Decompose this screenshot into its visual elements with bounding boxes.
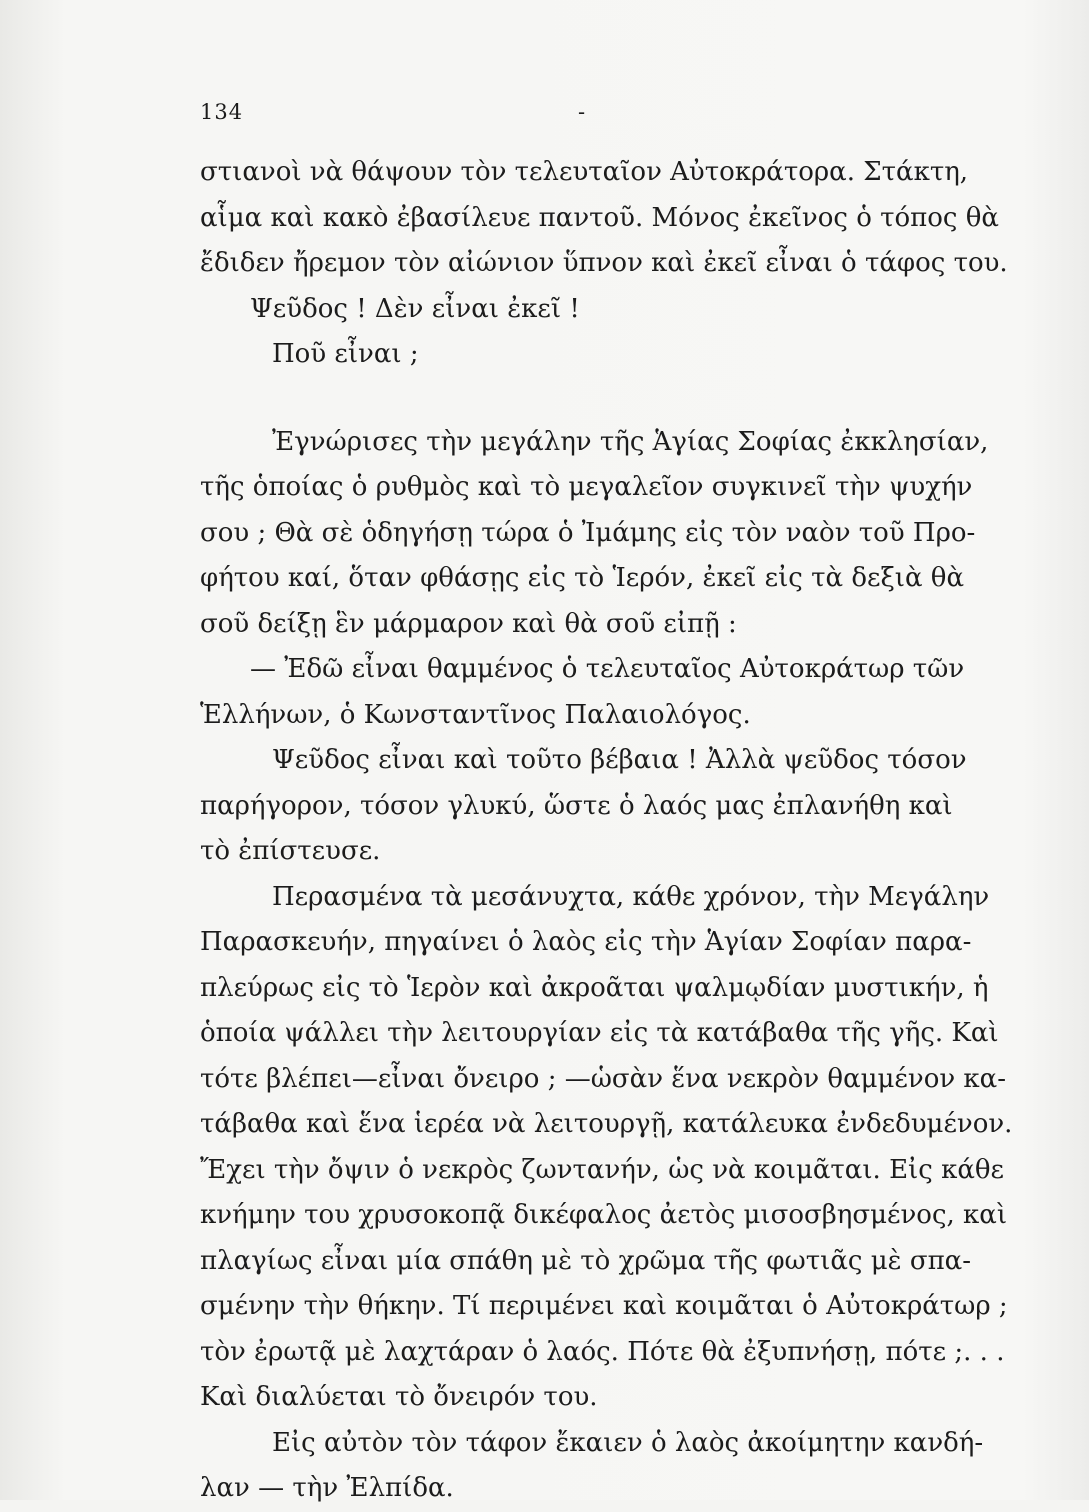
text-line: Ψεῦδος ! Δὲν εἶναι ἐκεῖ !: [250, 293, 580, 324]
text-line: παρήγορον, τόσον γλυκύ, ὥστε ὁ λαός μας ἐπλανήθη καὶ: [200, 790, 953, 821]
text-line: πλαγίως εἶναι μία σπάθη μὲ τὸ χρῶμα τῆς φωτιᾶς μὲ σπα-: [200, 1245, 971, 1276]
text-line: τῆς ὁποίας ὁ ρυθμὸς καὶ τὸ μεγαλεῖον συγκινεῖ τὴν ψυχήν: [200, 472, 973, 502]
text-line: — Ἐδῶ εἶναι θαμμένος ὁ τελευταῖος Αὐτοκράτωρ τῶν: [250, 654, 965, 684]
text-line: Περασμένα τὰ μεσάνυχτα, κάθε χρόνον, τὴν Μεγάλην: [272, 881, 990, 912]
text-line: αἷμα καὶ κακὸ ἐβασίλευε παντοῦ. Μόνος ἐκεῖνος ὁ τόπος θὰ: [200, 202, 999, 233]
text-line: τάβαθα καὶ ἕνα ἱερέα νὰ λειτουργῇ, κατάλευκα ἐνδεδυμένον.: [200, 1109, 1013, 1139]
text-line: σου ; Θὰ σὲ ὁδηγήσῃ τώρα ὁ Ἰμάμης εἰς τὸν ναὸν τοῦ Προ-: [200, 517, 976, 548]
header-dash: -: [578, 100, 586, 124]
text-line: κνήμην του χρυσοκοπᾷ δικέφαλος ἀετὸς μισοσβησμένος, καὶ: [200, 1200, 1008, 1230]
body-text: [200, 150, 1013, 1512]
text-line: Ποῦ εἶναι ;: [272, 339, 419, 369]
paragraph-gap: [200, 378, 848, 420]
text-line: Ἐγνώρισες τὴν μεγάλην τῆς Ἁγίας Σοφίας ἐκκλησίαν,: [272, 426, 989, 457]
text-line: Καὶ διαλύεται τὸ ὄνειρόν του.: [200, 1382, 598, 1412]
text-line: Παρασκευήν, πηγαίνει ὁ λαὸς εἰς τὴν Ἁγίαν Σοφίαν παρα-: [200, 927, 972, 957]
text-line: πλεύρως εἰς τὸ Ἱερὸν καὶ ἀκροᾶται ψαλμῳδίαν μυστικήν, ἡ: [200, 972, 989, 1003]
text-line: Ἔχει τὴν ὄψιν ὁ νεκρὸς ζωντανήν, ὡς νὰ κοιμᾶται. Εἰς κάθε: [200, 1154, 1005, 1185]
text-line: Ψεῦδος εἶναι καὶ τοῦτο βέβαια ! Ἀλλὰ ψεῦδος τόσον: [272, 745, 967, 775]
text-line: ὁποία ψάλλει τὴν λειτουργίαν εἰς τὰ κατάβαθα τῆς γῆς. Καὶ: [200, 1018, 999, 1048]
text-line: σοῦ δείξῃ ἓν μάρμαρον καὶ θὰ σοῦ εἰπῇ :: [200, 608, 737, 639]
text-line: σμένην τὴν θήκην. Τί περιμένει καὶ κοιμᾶται ὁ Αὐτοκράτωρ ;: [200, 1291, 1008, 1321]
page-header: [200, 100, 900, 130]
text-line: Ἑλλήνων, ὁ Κωνσταντῖνος Παλαιολόγος.: [200, 699, 751, 730]
text-line: τὸν ἐρωτᾷ μὲ λαχτάραν ὁ λαός. Πότε θὰ ἐξυπνήσῃ, πότε ;. . .: [200, 1336, 1005, 1367]
page-number: 134: [200, 100, 244, 124]
text-line: φήτου καί, ὅταν φθάσῃς εἰς τὸ Ἱερόν, ἐκεῖ εἰς τὰ δεξιὰ θὰ: [200, 563, 965, 593]
text-line: στιανοὶ νὰ θάψουν τὸν τελευταῖον Αὐτοκράτορα. Στάκτη,: [200, 157, 969, 187]
text-line: τὸ ἐπίστευσε.: [200, 836, 381, 866]
text-line: τότε βλέπει—εἶναι ὄνειρο ; —ὡσὰν ἕνα νεκρὸν θαμμένον κα-: [200, 1063, 1007, 1094]
text-line: ἔδιδεν ἤρεμον τὸν αἰώνιον ὕπνον καὶ ἐκεῖ εἶναι ὁ τάφος του.: [200, 248, 1008, 278]
text-line: λαν — τὴν Ἐλπίδα.: [200, 1473, 454, 1503]
text-line: Εἰς αὐτὸν τὸν τάφον ἔκαιεν ὁ λαὸς ἀκοίμητην κανδή-: [272, 1427, 984, 1458]
